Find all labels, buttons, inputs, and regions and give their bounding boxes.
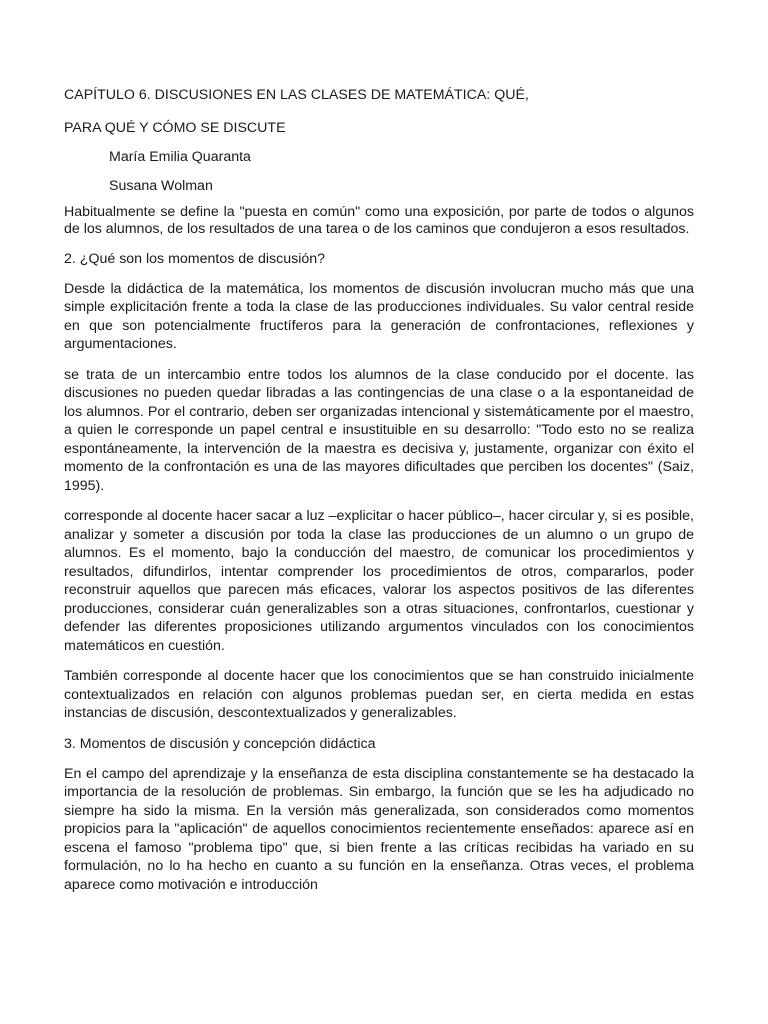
body-paragraph: En el campo del aprendizaje y la enseñanza de esta disciplina constantemente se ha destacado la importancia de la resolución de problemas. Sin embargo, la función que se les ha adjudicado no siempre ha sido la misma. En la versión más generalizada, son considerados como momentos propicios para la "aplicación" de aquellos conocimientos recientemente enseñados: aparece así en escena el famoso "problema tipo" que, si bien frente a las críticas recibidas ha variado en su formulación, no lo ha hecho en cuanto a su función en la enseñanza. Otras veces, el problema aparece como motivación e introducción — [64, 765, 694, 893]
body-paragraph: se trata de un intercambio entre todos los alumnos de la clase conducido por el docente. las discusiones no pueden quedar libradas a las contingencias de una clase o a la espontaneidad de los alumnos. Por el contrario, deben ser organizadas intencional y sistemáticamente por el maestro, a quien le corresponde un papel central e insustituible en su desarrollo: "Todo esto no se realiza espontáneamente, la intervención de la maestra es decisiva y, justamente, organizar con éxito el momento de la confrontación es una de las mayores dificultades que perciben los docentes" (Saiz, 1995). — [64, 366, 694, 494]
chapter-title-line-1: CAPÍTULO 6. DISCUSIONES EN LAS CLASES DE MATEMÁTICA: QUÉ, — [64, 87, 529, 103]
body-paragraph: corresponde al docente hacer sacar a luz –explicitar o hacer público–, hacer circular y, si es posible, analizar y someter a discusión por toda la clase las producciones de un alumno o un grupo de alumnos. Es el momento, bajo la conducción del maestro, de comunicar los procedimientos y resultados, difundirlos, intentar comprender los procedimientos de otros, compararlos, poder reconstruir aquellos que parecen más eficaces, valorar los aspectos positivos de las diferentes producciones, considerar cuán generalizables son a otras situaciones, confrontarlos, cuestionar y defender las diferentes proposiciones utilizando argumentos vinculados con los conocimientos matemáticos en cuestión. — [64, 508, 694, 654]
section-3-heading: 3. Momentos de discusión y concepción didáctica — [64, 735, 376, 752]
body-paragraph: También corresponde al docente hacer que los conocimientos que se han construido inicialmente contextualizados en relación con algunos problemas puedan ser, en cierta medida en estas instancias de discusión, descontextualizados y generalizables. — [64, 668, 694, 722]
section-2-heading: 2. ¿Qué son los momentos de discusión? — [64, 250, 326, 267]
author-name: Susana Wolman — [109, 178, 213, 194]
author-name: María Emilia Quaranta — [109, 149, 251, 165]
body-paragraph: Desde la didáctica de la matemática, los momentos de discusión involucran mucho más que una simple explicitación frente a toda la clase de las producciones individuales. Su valor central reside en que son potencialmente fructíferos para la generación de confrontaciones, reflexiones y argumentaciones. — [64, 280, 694, 353]
document-page — [64, 86, 694, 906]
chapter-title-line-2: PARA QUÉ Y CÓMO SE DISCUTE — [64, 120, 286, 136]
intro-paragraph: Habitualmente se define la "puesta en común" como una exposición, por parte de todos o algunos de los alumnos, de los resultados de una tarea o de los caminos que condujeron a esos resultados. — [64, 204, 694, 237]
